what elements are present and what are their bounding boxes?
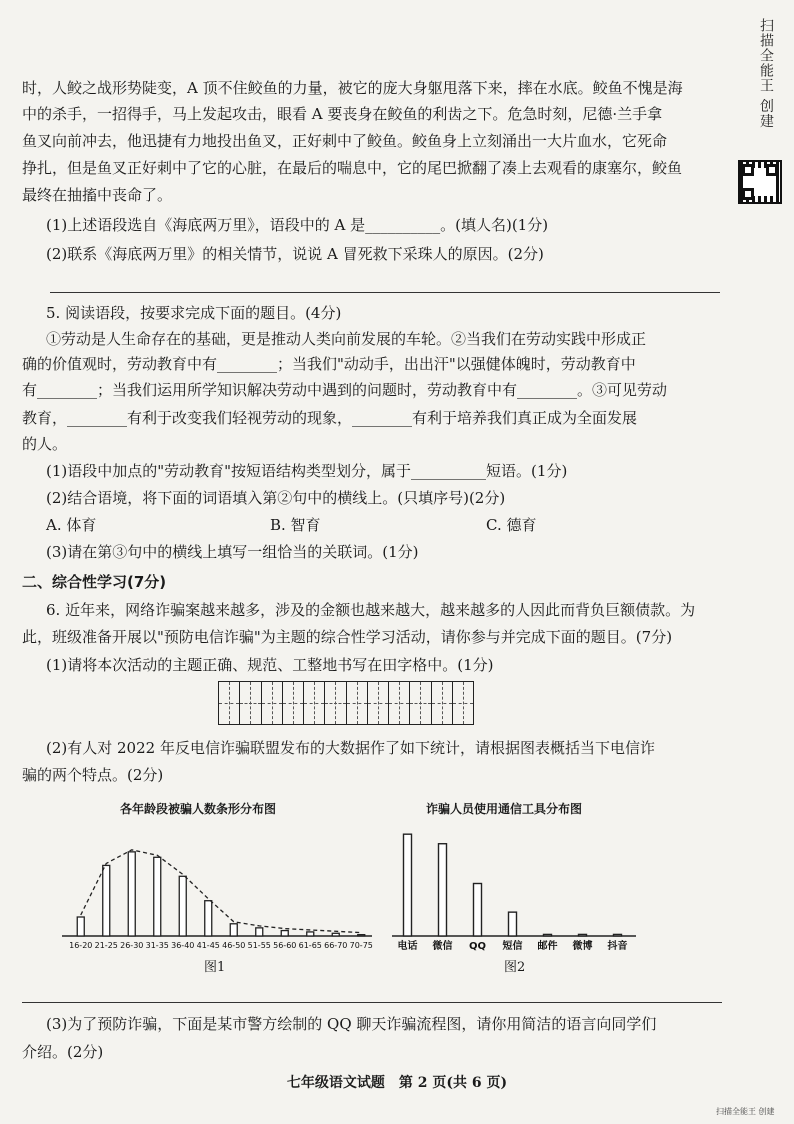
q6-sub-2-line: (2)有人对 2022 年反电信诈骗联盟发布的大数据作了如下统计，请根据图表概括当下电信诈: [46, 739, 655, 757]
trend-line: [81, 850, 362, 933]
q6-sub-2-line: 骗的两个特点。(2分): [22, 766, 164, 784]
question-4-1: (1)上述语段选自《海底两万里》，语段中的 A 是__________。(填人名)(1分): [46, 216, 549, 234]
bar: [281, 931, 288, 936]
scanner-watermark: 扫描全能王 创建: [758, 18, 774, 129]
category-label: 抖音: [607, 941, 628, 952]
q6-sub-3-line: (3)为了预防诈骗，下面是某市警方绘制的 QQ 聊天诈骗流程图，请你用简洁的语言向同学们: [46, 1015, 657, 1033]
category-label: 邮件: [537, 941, 558, 952]
tick-label: 66-70: [324, 941, 348, 950]
bar: [77, 917, 84, 936]
tool-distribution-chart: [390, 818, 640, 958]
tick-label: 46-50: [222, 941, 246, 950]
section-heading: 二、综合性学习(7分): [22, 573, 167, 591]
qr-code-icon: [738, 160, 782, 204]
bar: [544, 934, 552, 936]
category-label: 短信: [502, 941, 523, 952]
passage-line: 最终在抽搐中丧命了。: [22, 186, 173, 204]
q6-sub-1: (1)请将本次活动的主题正确、规范、工整地书写在田字格中。(1分): [46, 656, 494, 674]
tick-label: 21-25: [94, 941, 118, 950]
q5-sub-2: (2)结合语境，将下面的词语填入第②句中的横线上。(只填序号)(2分): [46, 489, 506, 507]
tick-label: 36-40: [171, 941, 195, 950]
category-label: 电话: [397, 941, 418, 952]
chart-2-title: 诈骗人员使用通信工具分布图: [426, 802, 583, 816]
bar: [404, 834, 412, 936]
q5-paragraph-line: 有________；当我们运用所学知识解决劳动中遇到的问题时，劳动教育中有________。③可见劳动: [22, 381, 668, 399]
chart-1-title: 各年龄段被骗人数条形分布图: [120, 802, 277, 816]
bar: [509, 912, 517, 936]
passage-line: 中的杀手，一招得手，马上发起攻击，眼看 A 要丧身在鲛鱼的利齿之下。危急时刻，尼德·兰手拿: [22, 105, 663, 123]
tick-label: 16-20: [69, 941, 93, 950]
bar: [103, 865, 110, 936]
tick-label: 56-60: [273, 941, 297, 950]
bar: [205, 901, 212, 936]
q5-paragraph-line: 的人。: [22, 435, 68, 453]
bar: [332, 933, 339, 936]
option-b: B. 智育: [270, 516, 321, 534]
category-label: 微信: [432, 941, 453, 952]
bar: [474, 884, 482, 937]
bar: [256, 928, 263, 936]
tianzige-writing-grid[interactable]: [218, 681, 474, 725]
bar: [230, 924, 237, 936]
answer-line: [50, 292, 720, 293]
q6-intro-line: 6. 近年来，网络诈骗案越来越多，涉及的金额也越来越大，越来越多的人因此而背负巨额债款。为: [46, 601, 696, 619]
tick-label: 70-75: [349, 941, 373, 950]
q5-paragraph-line: 教育，________有利于改变我们轻视劳动的现象，________有利于培养我们真正成为全面发展: [22, 409, 638, 427]
bar: [128, 852, 135, 936]
option-a: A. 体育: [46, 516, 97, 534]
bar: [439, 844, 447, 936]
question-5-title: 5. 阅读语段，按要求完成下面的题目。(4分): [46, 304, 342, 322]
bar: [358, 935, 365, 936]
q5-sub-3: (3)请在第③句中的横线上填写一组恰当的关联词。(1分): [46, 543, 419, 561]
q6-sub-3-line: 介绍。(2分): [22, 1043, 104, 1061]
bar: [154, 857, 161, 936]
page-footer: 七年级语文试题 第 2 页(共 6 页): [286, 1075, 508, 1091]
chart-1-label: 图1: [204, 960, 226, 975]
passage-line: 鱼叉向前冲去，他迅捷有力地投出鱼叉，正好刺中了鲛鱼。鲛鱼身上立刻涌出一大片血水，它死命: [22, 132, 668, 150]
category-label: 微博: [572, 941, 593, 952]
category-label: QQ: [468, 941, 487, 952]
tick-label: 31-35: [145, 941, 169, 950]
q5-paragraph-line: 确的价值观时，劳动教育中有________；当我们"动动手，出出汗"以强健体魄时，劳动教育中: [22, 355, 636, 373]
option-c: C. 德育: [486, 516, 537, 534]
tick-label: 61-65: [298, 941, 322, 950]
age-distribution-chart: [60, 818, 380, 958]
q6-intro-line: 此，班级准备开展以"预防电信诈骗"为主题的综合性学习活动，请你参与并完成下面的题目。(7分): [22, 628, 673, 646]
footer-watermark: 扫描全能王 创建: [716, 1107, 775, 1116]
passage-line: 挣扎，但是鱼叉正好刺中了它的心脏，在最后的喘息中，它的尾巴掀翻了凑上去观看的康塞尔，鲛鱼: [22, 159, 683, 177]
bar: [579, 934, 587, 936]
divider-line: [22, 1002, 722, 1003]
q5-sub-1: (1)语段中加点的"劳动教育"按短语结构类型划分，属于__________短语。(1分): [46, 462, 568, 480]
bar: [179, 876, 186, 936]
chart-2-label: 图2: [504, 960, 526, 975]
tick-label: 51-55: [247, 941, 271, 950]
tick-label: 41-45: [196, 941, 220, 950]
bar: [307, 932, 314, 936]
bar: [614, 934, 622, 936]
q5-paragraph-line: ①劳动是人生命存在的基础，更是推动人类向前发展的车轮。②当我们在劳动实践中形成正: [46, 330, 647, 348]
passage-line: 时，人鲛之战形势陡变，A 顶不住鲛鱼的力量，被它的庞大身躯甩落下来，摔在水底。鲛鱼不愧是海: [22, 79, 683, 97]
question-4-2: (2)联系《海底两万里》的相关情节，说说 A 冒死救下采珠人的原因。(2分): [46, 245, 544, 263]
tick-label: 26-30: [120, 941, 144, 950]
